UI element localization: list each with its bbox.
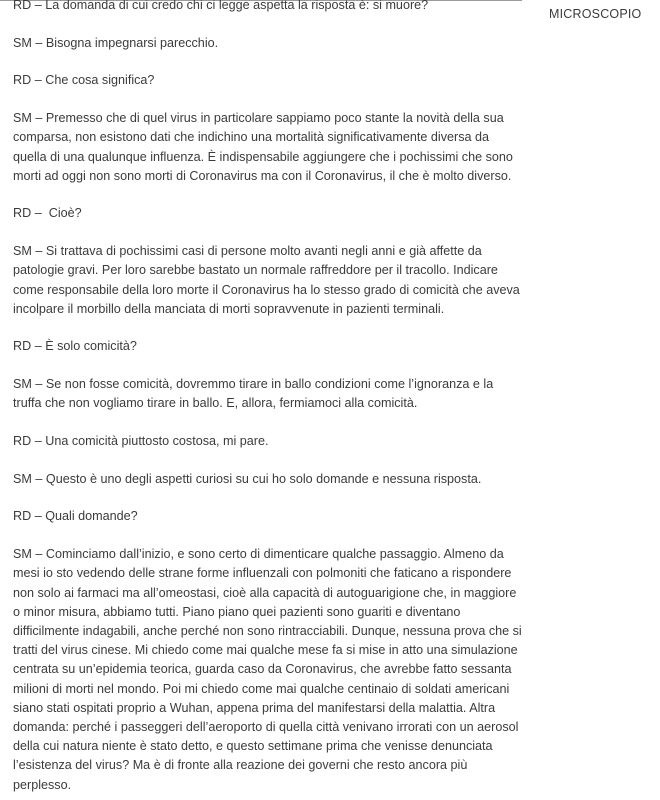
paragraph-text: Se non fosse comicità, dovremmo tirare in ballo condizioni come l’ignoranza e la truffa che non vogliamo tirare in ballo. E, allora, fermiamoci alla comicità. bbox=[13, 377, 494, 411]
paragraph-text: Cominciamo dall’inizio, e sono certo di dimenticare qualche passaggio. Almeno da mesi io sto vedendo delle strane forme influenzali con polmoniti che faticano a rispondere non solo ai farmaci ma all’omeostasi, cioè alla capacità di autoguarigione che, in maggiore o minor misura, abbiamo tutti. Piano piano quei pazienti sono guariti e diventano difficilmente indagabili, anche perché non sono rintracciabili. Dunque, nessuna prova che si tratti del virus cinese. Mi chiedo come mai qualche mese fa si mise in atto una simulazione centrata su un’epidemia teorica, guarda caso da Coronavirus, che avrebbe fatto sessanta milioni di morti nel mondo. Poi mi chiedo come mai qualche centinaio di soldati americani siano stati ospitati proprio a Wuhan, appena prima del manifestarsi della malattia. Altra domanda: perché i passeggeri dell’aeroporto di quella città venivano irrorati con un aerosol della cui natura niente è stato detto, e questo settimane prima che venisse denunciata l’esistenza del virus? Ma è di fronte alla reazione dei governi che resto ancora più perplesso. bbox=[13, 547, 522, 792]
speaker-label: RD bbox=[13, 0, 32, 12]
speaker-label: SM bbox=[13, 547, 32, 562]
category-tag[interactable]: MICROSCOPIO bbox=[549, 7, 642, 21]
paragraph-text: Si trattava di pochissimi casi di persone molto avanti negli anni e già affette da patologie gravi. Per loro sarebbe bastato un normale raffreddore per il tracollo. Indicare come responsabile della loro morte il Coronavirus ha lo stesso grado di comicità che aveva incolpare il morbillo della manciata di morti sopravvenute in pazienti terminali. bbox=[13, 244, 520, 316]
interview-paragraph: RD – Quali domande? bbox=[13, 509, 138, 524]
speaker-label: RD bbox=[13, 434, 32, 449]
interview-paragraph: RD – Cioè? bbox=[13, 206, 82, 221]
paragraph-text: Cioè? bbox=[48, 206, 82, 221]
speaker-label: SM bbox=[13, 111, 32, 126]
interview-paragraph: SM – Premesso che di quel virus in particolare sappiamo poco stante la novità della sua comparsa, non esistono dati che indichino una mortalità significativamente diversa da quella di una qualunque influenza. È indispensabile aggiungere che i pochissimi che sono morti ad oggi non sono morti di Coronavirus ma con il Coronavirus, il che è molto diverso. bbox=[13, 111, 513, 183]
paragraph-text: Questo è uno degli aspetti curiosi su cui ho solo domande e nessuna risposta. bbox=[45, 471, 482, 486]
interview-paragraph: RD – È solo comicità? bbox=[13, 339, 137, 354]
interview-paragraph: SM – Si trattava di pochissimi casi di persone molto avanti negli anni e già affette da patologie gravi. Per loro sarebbe bastato un normale raffreddore per il tracollo. Indicare come responsabile della loro morte il Coronavirus ha lo stesso grado di comicità che aveva incolpare il morbillo della manciata di morti sopravvenute in pazienti terminali. bbox=[13, 244, 520, 316]
speaker-label: RD bbox=[13, 339, 32, 354]
interview-article bbox=[13, 0, 525, 800]
paragraph-text: È solo comicità? bbox=[45, 339, 137, 354]
speaker-label: SM bbox=[13, 244, 32, 259]
paragraph-text: Premesso che di quel virus in particolare sappiamo poco stante la novità della sua comparsa, non esistono dati che indichino una mortalità significativamente diversa da quella di una qualunque influenza. È indispensabile aggiungere che i pochissimi che sono morti ad oggi non sono morti di Coronavirus ma con il Coronavirus, il che è molto diverso. bbox=[13, 111, 513, 183]
paragraph-text: La domanda di cui credo chi ci legge aspetta la risposta è: si muore? bbox=[45, 0, 429, 12]
interview-paragraph: RD – Una comicità piuttosto costosa, mi pare. bbox=[13, 434, 269, 449]
speaker-label: SM bbox=[13, 35, 32, 50]
interview-paragraph: SM – Questo è uno degli aspetti curiosi su cui ho solo domande e nessuna risposta. bbox=[13, 471, 482, 486]
paragraph-text: Bisogna impegnarsi parecchio. bbox=[45, 35, 219, 50]
paragraph-text: Che cosa significa? bbox=[45, 73, 155, 88]
speaker-label: RD bbox=[13, 509, 32, 524]
paragraph-text: Quali domande? bbox=[45, 509, 138, 524]
interview-paragraph: SM – Bisogna impegnarsi parecchio. bbox=[13, 35, 219, 50]
interview-paragraph: RD – La domanda di cui credo chi ci legge aspetta la risposta è: si muore? bbox=[13, 0, 429, 12]
interview-paragraph: SM – Cominciamo dall’inizio, e sono certo di dimenticare qualche passaggio. Almeno da mesi io sto vedendo delle strane forme influenzali con polmoniti che faticano a rispondere non solo ai farmaci ma all’omeostasi, cioè alla capacità di autoguarigione che, in maggiore o minor misura, abbiamo tutti. Piano piano quei pazienti sono guariti e diventano difficilmente indagabili, anche perché non sono rintracciabili. Dunque, nessuna prova che si tratti del virus cinese. Mi chiedo come mai qualche mese fa si mise in atto una simulazione centrata su un’epidemia teorica, guarda caso da Coronavirus, che avrebbe fatto sessanta milioni di morti nel mondo. Poi mi chiedo come mai qualche centinaio di soldati americani siano stati ospitati proprio a Wuhan, appena prima del manifestarsi della malattia. Altra domanda: perché i passeggeri dell’aeroporto di quella città venivano irrorati con un aerosol della cui natura niente è stato detto, e questo settimane prima che venisse denunciata l’esistenza del virus? Ma è di fronte alla reazione dei governi che resto ancora più perplesso. bbox=[13, 547, 522, 792]
speaker-label: RD bbox=[13, 206, 32, 221]
interview-paragraph: SM – Se non fosse comicità, dovremmo tirare in ballo condizioni come l’ignoranza e la truffa che non vogliamo tirare in ballo. E, allora, fermiamoci alla comicità. bbox=[13, 377, 494, 411]
speaker-label: SM bbox=[13, 471, 32, 486]
speaker-label: RD bbox=[13, 73, 32, 88]
speaker-label: SM bbox=[13, 377, 32, 392]
paragraph-text: Una comicità piuttosto costosa, mi pare. bbox=[45, 434, 269, 449]
interview-paragraph: RD – Che cosa significa? bbox=[13, 73, 155, 88]
